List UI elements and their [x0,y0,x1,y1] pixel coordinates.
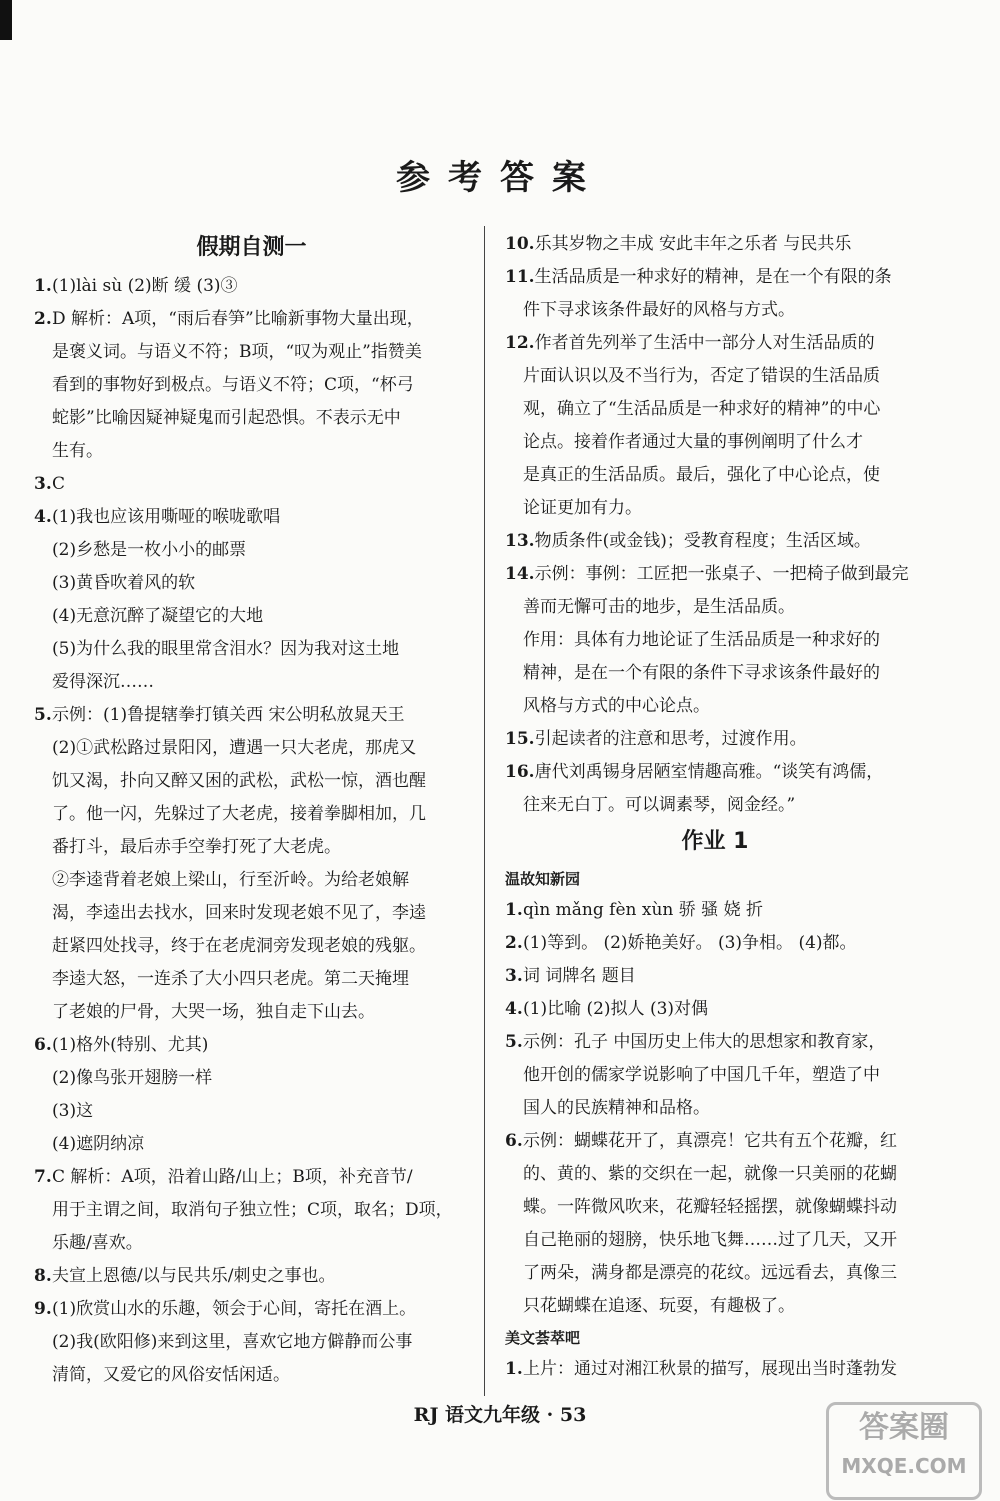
answer-line [505,1224,925,1257]
answer-line [34,1359,469,1392]
answer-text: 示例：蝴蝶花开了，真漂亮！它共有五个花瓣，红 [523,1131,897,1151]
answer-text: 是真正的生活品质。最后，强化了中心论点，使 [523,465,880,485]
answer-text: (4)无意沉醉了凝望它的大地 [52,606,264,626]
answer-text: (2)乡愁是一枚小小的邮票 [52,540,247,560]
answer-line [505,1092,925,1125]
page-footer: RJ 语文九年级 · 53 [413,1404,587,1426]
answer-number: 1. [505,1359,523,1379]
subheading-reading: 美文荟萃吧 [505,1329,581,1347]
answer-number: 15. [505,729,535,749]
answer-line [34,270,469,303]
answer-line [505,624,925,657]
answer-line [505,591,925,624]
answer-text: 自己艳丽的翅膀，快乐地飞舞……过了几天，又开 [523,1230,897,1250]
answer-text: (1)我也应该用嘶哑的喉咙歌唱 [52,507,281,527]
right-answer-list-a [505,228,925,822]
answer-line [505,1026,925,1059]
answer-line [34,1194,469,1227]
answer-text: 是褒义词。与语义不符；B项，“叹为观止”指赞美 [52,342,422,362]
answer-line [505,1191,925,1224]
right-answer-list-c [505,1353,925,1386]
section-title-right: 作业 1 [681,829,749,854]
answer-text: 往来无白丁。可以调素琴，阅金经。” [523,795,796,815]
answer-line [505,723,925,756]
answer-line [34,897,469,930]
answer-text: 示例：事例：工匠把一张桌子、一把椅子做到最完 [534,564,909,584]
answer-number: 12. [505,333,535,353]
answer-text: 生有。 [52,441,103,461]
answer-number: 13. [505,531,535,551]
answer-number: 5. [505,1032,523,1052]
answer-line [34,996,469,1029]
answer-line [505,426,925,459]
answer-text: 物质条件(或金钱)；受教育程度；生活区域。 [534,531,871,551]
answer-text: ②李逵背着老娘上梁山，行至沂岭。为给老娘解 [52,870,409,890]
answer-number: 6. [505,1131,523,1151]
answer-text: 作用：具体有力地论证了生活品质是一种求好的 [523,630,880,650]
answer-text: 番打斗，最后赤手空拳打死了大老虎。 [52,837,341,857]
answer-text: 赶紧四处找寻，终于在老虎洞旁发现老娘的残躯。 [52,936,426,956]
answer-text: 蛇影”比喻因疑神疑鬼而引起恐惧。不表示无中 [52,408,401,428]
answer-line [505,960,925,993]
answer-line [34,303,469,336]
page-title: 参考答案 [396,158,604,198]
answer-line [34,501,469,534]
column-divider [484,226,485,1396]
answer-text: 看到的事物好到极点。与语义不符；C项，“杯弓 [52,375,414,395]
answer-number: 10. [505,234,535,254]
answer-text: 了老娘的尸骨，大哭一场，独自走下山去。 [52,1002,375,1022]
answer-text: (5)为什么我的眼里常含泪水？因为我对这土地 [52,639,400,659]
answer-text: 生活品质是一种求好的精神，是在一个有限的条 [534,267,892,287]
answer-line [34,468,469,501]
answer-line [34,633,469,666]
answer-line [505,1158,925,1191]
answer-text: 了两朵，满身都是漂亮的花纹。远远看去，真像三 [523,1263,897,1283]
answer-text: 只花蝴蝶在追逐、玩耍，有趣极了。 [523,1296,795,1316]
left-column [34,228,469,1392]
answer-line [505,294,925,327]
answer-line [505,360,925,393]
answer-text: 示例：(1)鲁提辖拳打镇关西 宋公明私放晁天王 [52,705,405,725]
left-answer-list [34,270,469,1392]
answer-text: 用于主谓之间，取消句子独立性；C项，取名；D项， [52,1200,453,1220]
answer-text: 风格与方式的中心论点。 [523,696,710,716]
answer-text: (2)像鸟张开翅膀一样 [52,1068,213,1088]
answer-line [34,402,469,435]
answer-line [34,369,469,402]
answer-text: 了。他一闪，先躲过了大老虎，接着拳脚相加，几 [52,804,426,824]
answer-line [505,993,925,1026]
answer-text: C 解析：A项，沿着山路/山上；B项，补充音节/ [52,1167,413,1187]
answer-line [34,699,469,732]
answer-line [34,666,469,699]
answer-line [34,600,469,633]
answer-text: 精神，是在一个有限的条件下寻求该条件最好的 [523,663,880,683]
answer-line [34,567,469,600]
answer-number: 4. [505,999,523,1019]
answer-number: 9. [34,1299,52,1319]
watermark-text: 答案圈 [859,1410,949,1445]
answer-text: 观，确立了“生活品质是一种求好的精神”的中心 [523,399,881,419]
answer-text: 论证更加有力。 [523,498,642,518]
answer-line [34,435,469,468]
answer-number: 3. [34,474,52,494]
answer-line [505,525,925,558]
answer-text: (1)lài sù (2)断 缓 (3)③ [52,276,238,296]
answer-line [34,831,469,864]
watermark-url: MXQE.COM [841,1454,967,1478]
answer-text: (1)欣赏山水的乐趣，领会于心间，寄托在酒上。 [52,1299,417,1319]
answer-text: 爱得深沉…… [52,672,154,692]
answer-text: 唐代刘禹锡身居陋室情趣高雅。“谈笑有鸿儒， [534,762,884,782]
answer-text: 夫宣上恩德/以与民共乐/刺史之事也。 [52,1266,336,1286]
answer-text: (4)遮阴纳凉 [52,1134,145,1154]
answer-line [505,1059,925,1092]
answer-line [505,927,925,960]
answer-text: 国人的民族精神和品格。 [523,1098,710,1118]
answer-line [505,756,925,789]
answer-number: 8. [34,1266,52,1286]
section-title-left: 假期自测一 [196,235,307,260]
answer-line [34,732,469,765]
answer-text: (1)等到。 (2)娇艳美好。 (3)争相。 (4)都。 [523,933,857,953]
answer-line [505,327,925,360]
answer-number: 2. [505,933,523,953]
answer-text: 饥又渴，扑向又醉又困的武松，武松一惊，酒也醒 [52,771,426,791]
answer-line [505,261,925,294]
answer-line [34,1128,469,1161]
answer-text: 片面认识以及不当行为，否定了错误的生活品质 [523,366,880,386]
answer-line [34,336,469,369]
answer-number: 3. [505,966,523,986]
answer-number: 1. [34,276,52,296]
answer-line [34,1062,469,1095]
answer-text: 件下寻求该条件最好的风格与方式。 [523,300,795,320]
answer-text: 善而无懈可击的地步，是生活品质。 [523,597,795,617]
answer-text: 渴，李逵出去找水，回来时发现老娘不见了，李逵 [52,903,426,923]
answer-line [34,1227,469,1260]
answer-number: 6. [34,1035,52,1055]
answer-text: (3)黄昏吹着风的软 [52,573,196,593]
right-column [505,228,925,1386]
answer-line [505,789,925,822]
answer-line [34,798,469,831]
answer-line [34,1161,469,1194]
answer-line [505,1353,925,1386]
answer-line [505,459,925,492]
answer-text: 上片：通过对湘江秋景的描写，展现出当时蓬勃发 [523,1359,897,1379]
answer-number: 14. [505,564,535,584]
answer-line [34,930,469,963]
answer-text: 引起读者的注意和思考，过渡作用。 [534,729,807,749]
answer-number: 11. [505,267,535,287]
subheading-review: 温故知新园 [505,870,581,888]
answer-number: 4. [34,507,52,527]
answer-text: 乐趣/喜欢。 [52,1233,143,1253]
answer-line [34,1029,469,1062]
answer-text: qìn mǎng fèn xùn 骄 骚 娆 折 [523,900,763,920]
answer-line [505,894,925,927]
answer-number: 16. [505,762,535,782]
answer-line [505,393,925,426]
answer-line [505,657,925,690]
answer-number: 2. [34,309,52,329]
answer-line [505,228,925,261]
answer-text: (1)比喻 (2)拟人 (3)对偶 [523,999,709,1019]
answer-line [505,558,925,591]
answer-text: 蝶。一阵微风吹来，花瓣轻轻摇摆，就像蝴蝶抖动 [523,1197,897,1217]
answer-text: 论点。接着作者通过大量的事例阐明了什么才 [523,432,863,452]
answer-line [34,534,469,567]
answer-number: 5. [34,705,52,725]
answer-text: 词 词牌名 题目 [523,966,636,986]
answer-line [34,1326,469,1359]
answer-line [34,963,469,996]
answer-line [505,690,925,723]
answer-text: 清简，又爱它的风俗安恬闲适。 [52,1365,290,1385]
answer-line [505,1290,925,1323]
answer-number: 1. [505,900,523,920]
answer-text: 乐其岁物之丰成 安此丰年之乐者 与民共乐 [534,234,852,254]
binding-mark [0,0,12,40]
answer-line [34,765,469,798]
answer-text: 的、黄的、紫的交织在一起，就像一只美丽的花蝴 [523,1164,897,1184]
answer-text: 他开创的儒家学说影响了中国几千年，塑造了中 [523,1065,880,1085]
answer-line [34,1293,469,1326]
answer-text: C [52,474,66,494]
answer-text: 作者首先列举了生活中一部分人对生活品质的 [534,333,875,353]
right-answer-list-b [505,894,925,1323]
answer-line [34,1260,469,1293]
answer-line [505,492,925,525]
answer-line [34,864,469,897]
answer-number: 7. [34,1167,52,1187]
answer-line [505,1257,925,1290]
answer-line [34,1095,469,1128]
answer-line [505,1125,925,1158]
answer-text: 示例：孔子 中国历史上伟大的思想家和教育家， [523,1032,886,1052]
answer-text: (2)我(欧阳修)来到这里，喜欢它地方僻静而公事 [52,1332,413,1352]
watermark-logo [826,1402,982,1500]
answer-text: (3)这 [52,1101,94,1121]
answer-text: (1)格外(特别、尤其) [52,1035,209,1055]
answer-text: D 解析：A项，“雨后春笋”比喻新事物大量出现， [52,309,424,329]
answer-text: 李逵大怒，一连杀了大小四只老虎。第二天掩埋 [52,969,409,989]
answer-text: (2)①武松路过景阳冈，遭遇一只大老虎，那虎又 [52,738,417,758]
